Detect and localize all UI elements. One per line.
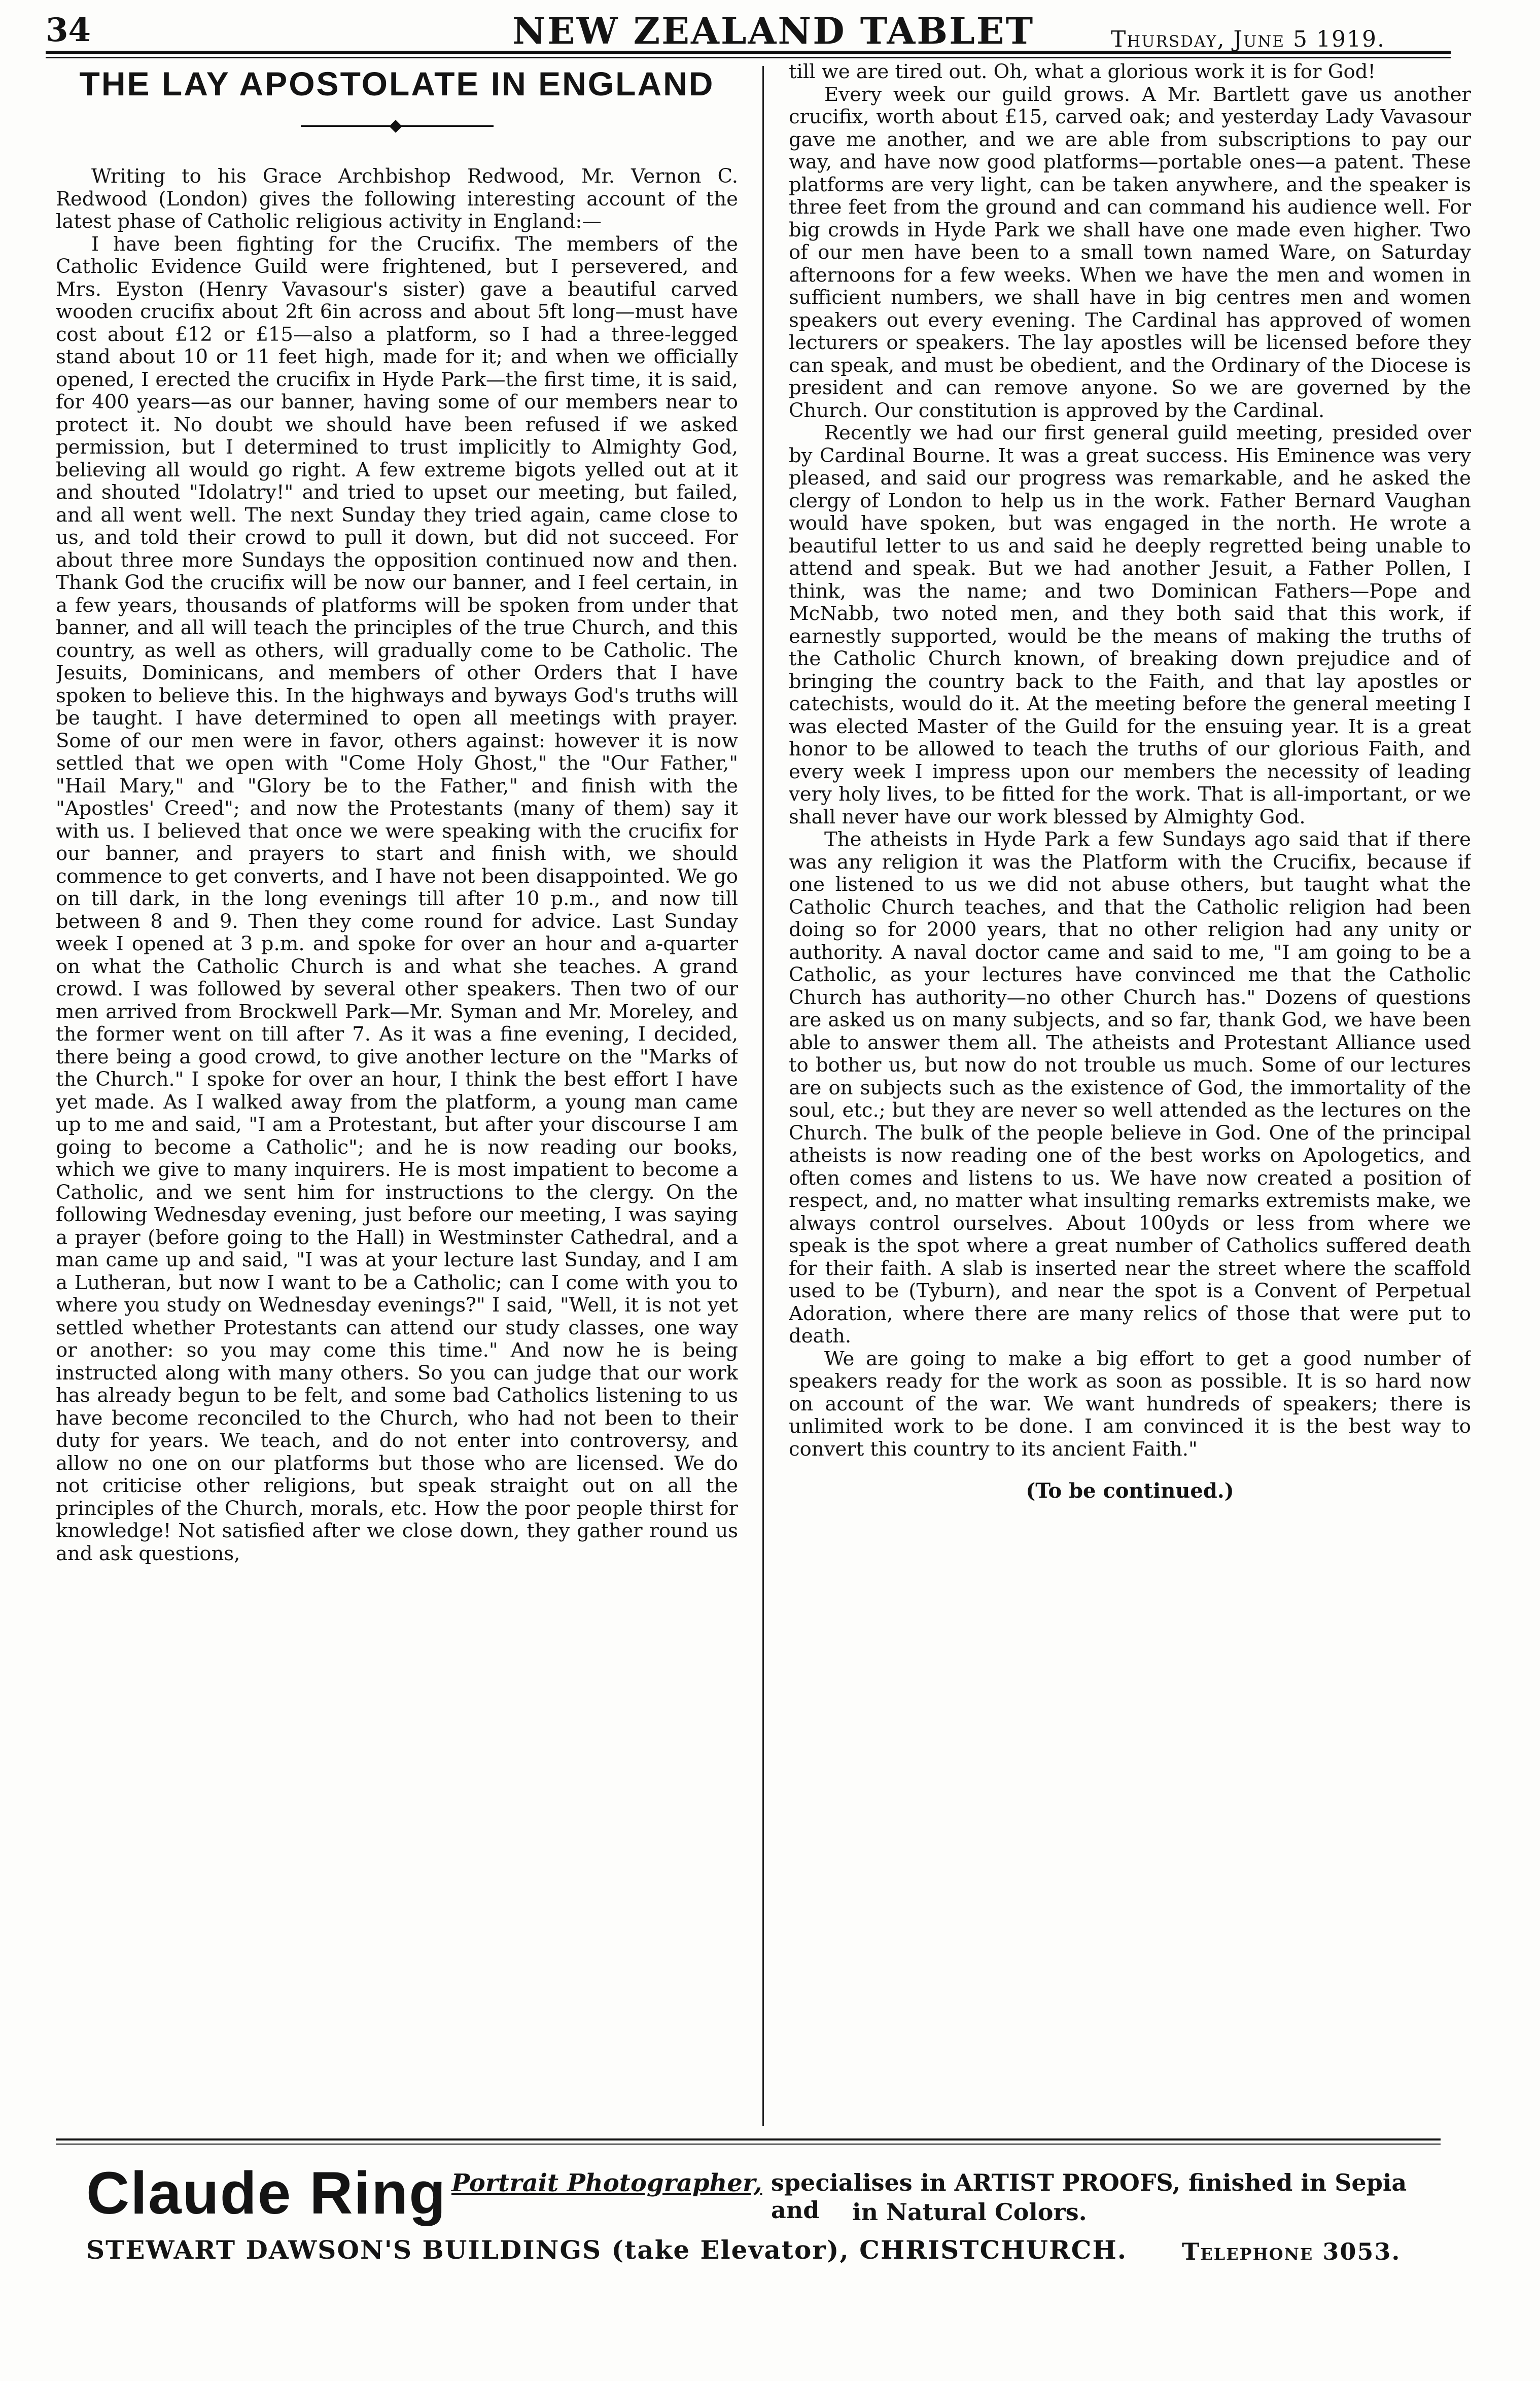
advertiser-name: Claude Ring <box>86 2160 447 2227</box>
paragraph: Recently we had our first general guild meeting, presided over by Cardinal Bourne. It was a great success. His Eminence was very pleased, and said our progress was remarkable, and he asked the clergy of London to help us in the work. Father Bernard Vaughan would have spoken, but was engaged in the north. He wrote a beautiful letter to us and said he deeply regretted being unable to attend and speak. But we had another Jesuit, a Father Pollen, I think, was the name; and two Dominican Fathers—Pope and McNabb, two noted men, and they both said that this work, if earnestly supported, would be the means of making the truths of the Catholic Church known, of breaking down prejudice and of bringing the country back to the Faith, and that lay apostles or catechists, would do it. At the meeting before the general meeting I was elected Master of the Guild for the ensuing year. It is a great honor to be allowed to teach the truths of our glorious Faith, and every week I impress upon our members the necessity of leading very holy lives, to be fitted for the work. That is all-important, or we shall never have our work blessed by Almighty God. <box>789 422 1471 828</box>
article-column-left <box>56 61 738 2136</box>
paper-name: NEW ZEALAND TABLET <box>512 9 1035 52</box>
paragraph-intro: Writing to his Grace Archbishop Redwood, Mr. Vernon C. Redwood (London) gives the following interesting account of the latest phase of Catholic religious activity in England:— <box>56 165 738 233</box>
paragraph: The atheists in Hyde Park a few Sundays ago said that if there was any religion it was the Platform with the Crucifix, because if one listened to us we did not abuse others, but taught what the Catholic Church teaches, and that the Catholic religion had been doing so for 2000 years, that no other religion had any unity or authority. A naval doctor came and said to me, "I am going to be a Catholic, as your lectures have convinced me that the Catholic Church has authority—no other Church has." Dozens of questions are asked us on many subjects, and so far, thank God, we have been able to answer them all. The atheists and Protestant Alliance used to bother us, but now do not trouble us much. Some of our lectures are on subjects such as the existence of God, the immortality of the soul, etc.; but they are never so well attended as the lectures on the Church. The bulk of the people believe in God. One of the principal atheists is now reading one of the best works on Apologetics, and often comes and listens to us. We have now created a position of respect, and, no matter what insulting remarks extremists make, we always control ourselves. About 100yds or less from where we speak is the spot where a great number of Catholics suffered death for their faith. A slab is inserted near the street where the scaffold used to be (Tyburn), and near the spot is a Convent of Perpetual Adoration, where there are many relics of those that were put to death. <box>789 828 1471 1348</box>
advert-rule <box>56 2138 1441 2141</box>
article-title: THE LAY APOSTOLATE IN ENGLAND <box>79 65 715 102</box>
masthead-rule-thin <box>46 57 1451 58</box>
advertiser-specialty-cont: in Natural Colors. <box>852 2198 1087 2226</box>
advertiser-phone: Telephone 3053. <box>1182 2238 1401 2265</box>
paragraph: I have been fighting for the Crucifix. The members of the Catholic Evidence Guild were frightened, but I persevered, and Mrs. Eyston (Henry Vavasour's sister) gave a beautiful carved wooden crucifix about 2ft 6in across and about 5ft long—must have cost about £12 or £15—also a platform, so I had a three-legged stand about 10 or 11 feet high, made for it; and when we officially opened, I erected the crucifix in Hyde Park—the first time, it is said, for 400 years—as our banner, having some of our members near to protect it. No doubt we should have been refused if we asked permission, but I determined to trust implicitly to Almighty God, believing all would go right. A few extreme bigots yelled out at it and shouted "Idolatry!" and tried to upset our meeting, but failed, and all went well. The next Sunday they tried again, came close to us, and told their crowd to pull it down, but did not succeed. For about three more Sundays the opposition continued now and then. Thank God the crucifix will be now our banner, and I feel certain, in a few years, thousands of platforms will be spoken from under that banner, and all will teach the principles of the true Church, and this country, as well as others, will gradually come to be Catholic. The Jesuits, Dominicans, and members of other Orders that I have spoken to believe this. In the highways and byways God's truths will be taught. I have determined to open all meetings with prayer. Some of our men were in favor, others against: however it is now settled that we open with "Come Holy Ghost," the "Our Father," "Hail Mary," and "Glory be to the Father," and finish with the "Apostles' Creed"; and now the Protestants (many of them) say it with us. I believed that once we were speaking with the crucifix for our banner, and prayers to start and finish with, we should commence to get converts, and I have not been disappointed. We go on till dark, in the long evenings till after 10 p.m., and now till between 8 and 9. Then they come round for advice. Last Sunday week I opened at 3 p.m. and spoke for over an hour and a-quarter on what the Catholic Church is and what she teaches. A grand crowd. I was followed by several other speakers. Then two of our men arrived from Brockwell Park—Mr. Syman and Mr. Moreley, and the former went on till after 7. As it was a fine evening, I decided, there being a good crowd, to give another lecture on the "Marks of the Church." I spoke for over an hour, I think the best effort I have yet made. As I walked away from the platform, a young man came up to me and said, "I am a Protestant, but after your discourse I am going to become a Catholic"; and he is now reading our books, which we give to many inquirers. He is most impatient to become a Catholic, and we sent him for instructions to the clergy. On the following Wednesday evening, just before our meeting, I was saying a prayer (before going to the Hall) in Westminster Cathedral, and a man came up and said, "I was at your lecture last Sunday, and I am a Lutheran, but now I want to be a Catholic; can I come with you to where you study on Wednesday evenings?" I said, "Well, it is not yet settled whether Protestants can attend our study classes, one way or another: so you may come this time." And now he is being instructed along with many others. So you can judge that our work has already begun to be felt, and some bad Catholics listening to us have become reconciled to the Church, who had not been to their duty for years. We teach, and do not enter into controversy, and allow no one on our platforms but those who are licensed. We do not criticise other religions, but speak straight out on all the principles of the Church, morals, etc. How the poor people thirst for knowledge! Not satisfied after we close down, they gather round us and ask questions, <box>56 232 738 1565</box>
article-body-right <box>789 61 1471 1461</box>
article-body-left <box>56 165 738 1565</box>
advertiser-specialty: specialises in ARTIST PROOFS, finished in Sepia and <box>771 2169 1407 2224</box>
title-ornament <box>301 122 494 130</box>
advertiser-role: Portrait Photographer, <box>451 2169 762 2197</box>
masthead <box>46 9 1451 55</box>
paragraph: Every week our guild grows. A Mr. Bartlett gave us another crucifix, worth about £15, carved oak; and yesterday Lady Vavasour gave me another, and we are able from subscriptions to pay our way, and have now good platforms—portable ones—a patent. These platforms are very light, can be taken anywhere, and the speaker is three feet from the ground and can command his audience well. For big crowds in Hyde Park we shall have one made even higher. Two of our men have been to a small town named Ware, on Saturday afternoons for a few weeks. When we have the men and women in sufficient numbers, we shall have in big centres men and women speakers out every evening. The Cardinal has approved of women lecturers or speakers. The lay apostles will be licensed before they can speak, and must be obedient, and the Ordinary of the Diocese is president and can remove anyone. So we are governed by the Church. Our constitution is approved by the Cardinal. <box>789 83 1471 422</box>
issue-date: Thursday, June 5 1919. <box>1111 26 1385 52</box>
article-column-right <box>789 61 1471 2136</box>
advertiser-address: STEWART DAWSON'S BUILDINGS (take Elevator), CHRISTCHURCH. <box>86 2235 1128 2265</box>
paragraph: till we are tired out. Oh, what a glorious work it is for God! <box>789 61 1376 83</box>
page-number: 34 <box>46 11 91 49</box>
column-divider <box>762 66 764 2126</box>
advert-rule-thin <box>56 2144 1441 2145</box>
paragraph: We are going to make a big effort to get a good number of speakers ready for the work as soon as possible. It is so hard now on account of the war. We want hundreds of speakers; there is unlimited work to be done. I am convinced it is the best way to convert this country to its ancient Faith." <box>789 1347 1471 1461</box>
advertisement <box>86 2159 1456 2382</box>
continued-note: (To be continued.) <box>1026 1479 1234 1503</box>
masthead-rule <box>46 51 1451 54</box>
